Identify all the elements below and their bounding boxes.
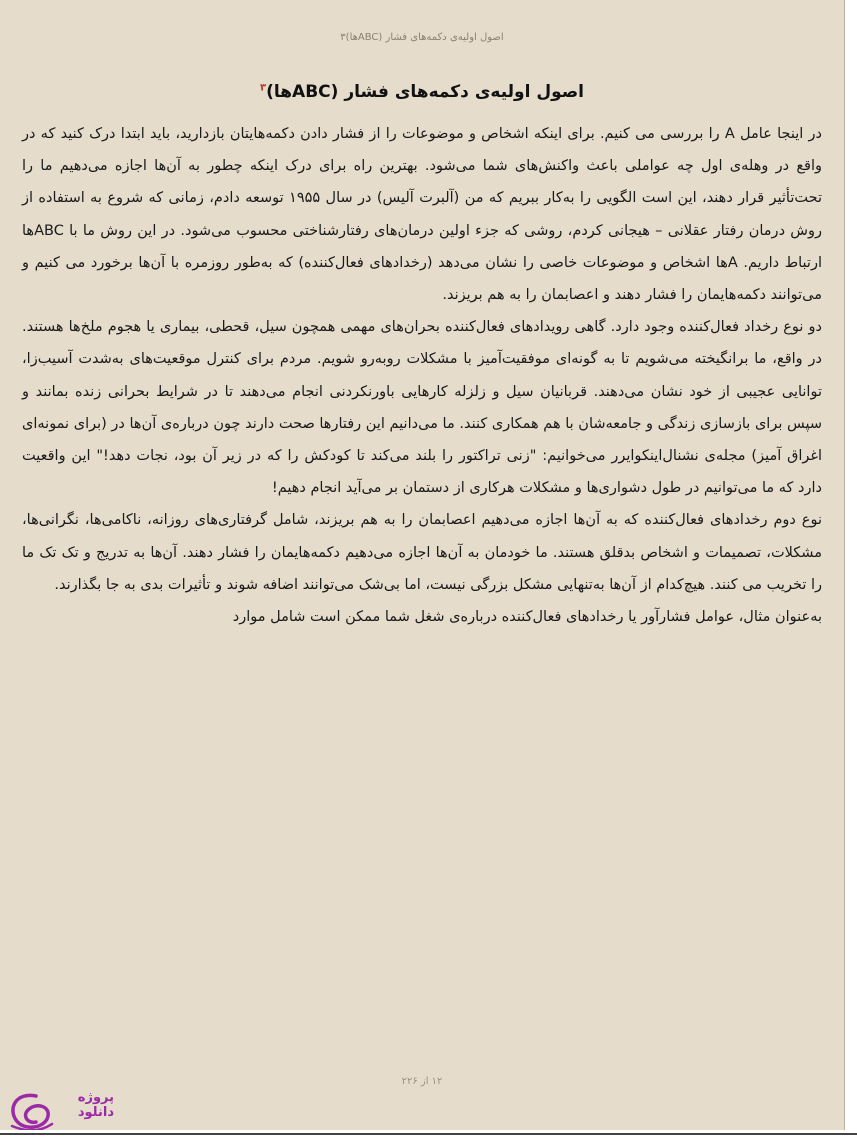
paragraph-3: نوع دوم رخدادهای فعال‌کننده که به آن‌ها اجازه می‌دهیم اعصابمان را به هم بریزند، شامل گرفتاری‌های روزانه، ناکامی‌ها، نگرانی‌ها، مشکلات، تصمیمات و اشخاص بدقلق هستند. ما خودمان به آن‌ها اجازه می‌دهیم دکمه‌هایمان را فشار دهند. آن‌ها به تدریج و تک تک ما را تخریب می کنند. هیچ‌کدام از آن‌ها به‌تنهایی مشکل بزرگی نیست، اما بی‌شک می‌توانند اضافه شوند و تأثیرات بدی به جا بگذارند. [22,512,822,593]
paragraph-4: به‌عنوان مثال، عوامل فشارآور یا رخدادهای فعال‌کننده درباره‌ی شغل شما ممکن است شامل موارد [232,609,822,626]
logo-text [50,1090,114,1120]
footnote-mark: ۳ [259,82,267,94]
running-head: اصول اولیه‌ی دکمه‌های فشار (ABCها)۳ [340,32,504,43]
site-logo [6,1086,116,1130]
section-heading [0,82,844,102]
page-number: ۱۲ از ۲۲۶ [401,1076,443,1087]
logo-text-line-1: پروژه [77,1090,114,1105]
paragraph-1: در اینجا عامل A را بررسی می کنیم. برای اینکه اشخاص و موضوعات را از فشار دادن دکمه‌هایتان بازدارید، باید ابتدا درک کنید که در واقع در وهله‌ی اول چه عواملی باعث واکنش‌های شما می‌شود. بهترین راه برای درک اینکه چطور به آن‌ها اجازه می‌دهیم ما را تحت‌تأثیر قرار دهند، این است الگویی را به‌کار ببریم که من (آلبرت آلیس) در سال ۱۹۵۵ توسعه دادم، زمانی که شروع به استفاده از روش درمان رفتار عقلانی – هیجانی کردم، روشی که جزء اولین درمان‌های رفتارشناختی محسوب می‌شود. در این روش ما با ABCها ارتباط داریم. Aها اشخاص و موضوعات خاصی را نشان می‌دهد (رخدادهای فعال‌کننده) که به‌طور روزمره با آن‌ها برخورد می کنیم و می‌توانند دکمه‌هایمان را فشار دهند و اعصابمان را به هم بریزند. [22,126,822,304]
logo-text-line-2: دانلود [77,1105,114,1120]
bottom-border-line [0,1133,857,1135]
section-heading-text: اصول اولیه‌ی دکمه‌های فشار (ABCها) [266,82,585,102]
body-text [22,118,822,633]
cut-off-header-fragment [200,0,530,6]
paragraph-2: دو نوع رخداد فعال‌کننده وجود دارد. گاهی رویدادهای فعال‌کننده بحران‌های مهمی همچون سیل، قحطی، بیماری یا هجوم ملخ‌ها هستند. در واقع، ما برانگیخته می‌شویم تا به گونه‌ای موفقیت‌آمیز با مشکلات روبه‌رو شویم. مردم برای کنترل موقعیت‌های به‌شدت آسیب‌زا، توانایی عجیبی از خود نشان می‌دهند. قربانیان سیل و زلزله کارهایی باورنکردنی انجام می‌دهند تا در شرایط بحرانی زنده بمانند و سپس برای بازسازی زندگی و جامعه‌شان با هم همکاری کنند. ما می‌دانیم این رفتارها صحت دارند چون درباره‌ی آن‌ها در (برای نمونه‌ای اغراق آمیز) مجله‌ی نشنال‌اینکوایرر می‌خوانیم: "زنی تراکتور را بلند می‌کند تا کودکش را که در زیر آن بود، نجات دهد!" این واقعیت دارد که ما می‌توانیم در طول دشواری‌ها و مشکلات هرکاری از دستمان بر می‌آید انجام دهیم! [22,319,822,497]
